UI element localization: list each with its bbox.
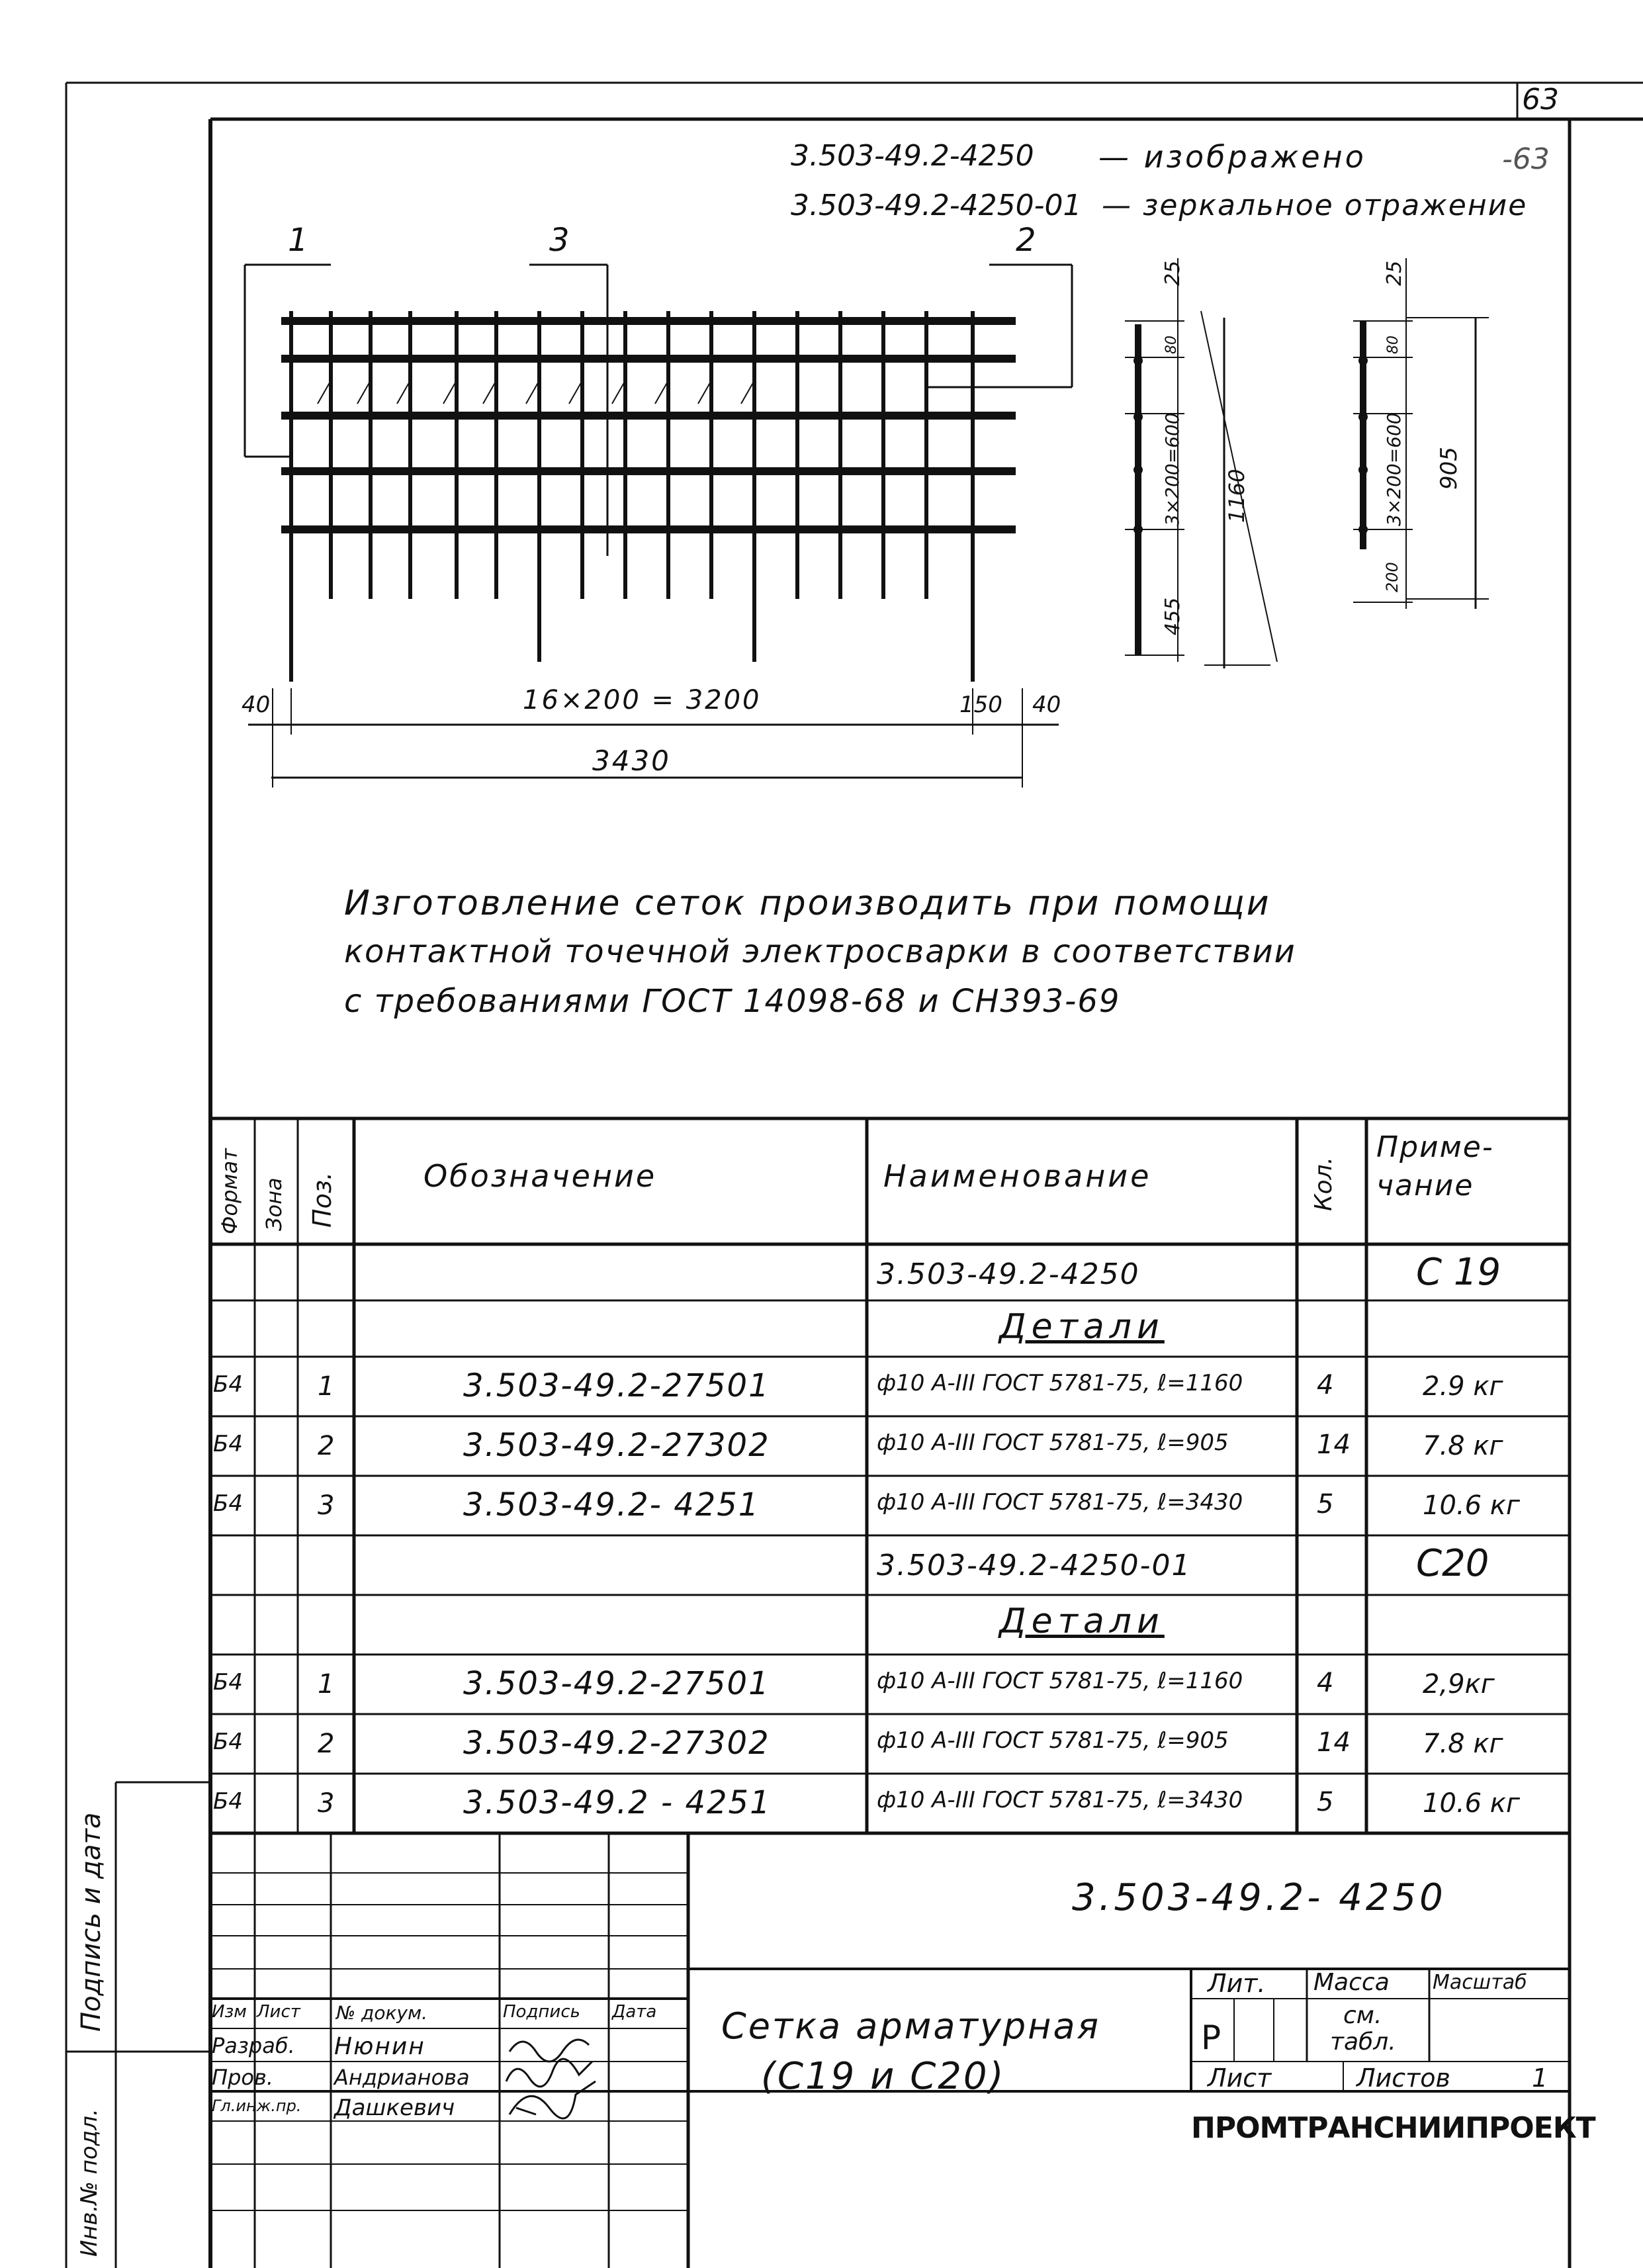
- side1-pitch: 3×200=600: [1161, 412, 1183, 526]
- tb-sheets-label: Листов: [1356, 2064, 1450, 2093]
- title-line-2: (С19 и С20): [761, 2055, 1006, 2098]
- spec-cell-format: Б4: [213, 1669, 243, 1696]
- title-line-1: Сетка арматурная: [721, 2005, 1101, 2047]
- signature-3: [510, 2081, 596, 2118]
- tb-role-3: Гл.инж.пр.: [212, 2097, 302, 2115]
- spec-cell-qty: 4: [1317, 1370, 1334, 1400]
- note-line-2: контактной точечной электросварки в соответствии: [344, 933, 1296, 970]
- doc-code: 3.503-49.2- 4250: [1072, 1876, 1446, 1919]
- spec-cell-note: 2.9 кг: [1423, 1371, 1503, 1402]
- spec-cell-name: ф10 А-III ГОСТ 5781-75, ℓ=905: [877, 1727, 1229, 1754]
- spec-cell-note: С20: [1416, 1542, 1489, 1585]
- spec-cell-pos: 1: [318, 1371, 335, 1402]
- spec-cell-name: 3.503-49.2-4250-01: [877, 1549, 1192, 1582]
- side1-bottom: 455: [1161, 597, 1184, 635]
- callout-3: 3: [549, 222, 570, 259]
- tb-lit-label: Лит.: [1208, 1969, 1266, 1998]
- header-text-2: — зеркальное отражение: [1102, 189, 1528, 222]
- side2-total: 905: [1436, 447, 1462, 490]
- page-corner-number: 63: [1522, 83, 1559, 116]
- spec-cell-note: 7.8 кг: [1423, 1431, 1503, 1461]
- spec-cell-qty: 5: [1317, 1787, 1334, 1817]
- spec-cell-name: ф10 А-III ГОСТ 5781-75, ℓ=1160: [877, 1668, 1243, 1694]
- side2-small: 80: [1385, 336, 1401, 354]
- side2-top: 25: [1383, 260, 1406, 286]
- dim-total: 3430: [592, 745, 671, 777]
- tb-h-ndoc: № докум.: [336, 2002, 428, 2024]
- spec-cell-name: Детали: [999, 1307, 1165, 1347]
- side1-top: 25: [1161, 260, 1184, 286]
- col-header-zone: Зона: [261, 1177, 287, 1231]
- tb-mass-value-2: табл.: [1330, 2028, 1396, 2056]
- spec-cell-pos: 3: [318, 1490, 335, 1521]
- tb-h-izm: Изм: [212, 2002, 247, 2022]
- spec-cell-note: 10.6 кг: [1423, 1490, 1520, 1521]
- dim-left-40: 40: [242, 692, 271, 718]
- side2-pitch: 3×200=600: [1383, 412, 1405, 526]
- tb-h-date: Дата: [612, 2002, 657, 2022]
- tb-role-2: Пров.: [212, 2065, 273, 2090]
- spec-cell-qty: 14: [1317, 1429, 1351, 1460]
- tb-role-1: Разраб.: [212, 2033, 295, 2058]
- spec-cell-designation: 3.503-49.2- 4251: [463, 1486, 760, 1523]
- spec-cell-format: Б4: [213, 1729, 243, 1755]
- dim-main: 16×200 = 3200: [523, 685, 762, 715]
- side-stamp-inv-no: Инв.№ подл.: [76, 2109, 103, 2257]
- dim-right-40: 40: [1032, 692, 1061, 718]
- spec-cell-name: ф10 А-III ГОСТ 5781-75, ℓ=905: [877, 1429, 1229, 1456]
- tb-sheet-label: Лист: [1208, 2064, 1272, 2093]
- col-header-note: Приме-чание: [1376, 1130, 1494, 1202]
- tb-lit-value: Р: [1201, 2019, 1221, 2057]
- spec-cell-format: Б4: [213, 1788, 243, 1815]
- col-header-designation: Обозначение: [423, 1158, 657, 1194]
- tb-name-3: Дашкевич: [334, 2095, 455, 2121]
- tb-scale-label: Масштаб: [1433, 1971, 1527, 1994]
- note-line-3: с требованиями ГОСТ 14098-68 и СН393-69: [344, 983, 1121, 1020]
- spec-cell-qty: 4: [1317, 1668, 1334, 1698]
- signature-2: [506, 2059, 592, 2087]
- spec-cell-designation: 3.503-49.2-27501: [463, 1367, 770, 1404]
- side2-bottom: 200: [1383, 562, 1401, 592]
- header-code-1: 3.503-49.2-4250: [791, 139, 1034, 173]
- spec-cell-name: ф10 А-III ГОСТ 5781-75, ℓ=1160: [877, 1370, 1243, 1396]
- spec-cell-pos: 2: [318, 1729, 335, 1759]
- side1-small: 80: [1163, 336, 1180, 354]
- tb-name-2: Андрианова: [334, 2065, 470, 2090]
- spec-cell-designation: 3.503-49.2-27302: [463, 1427, 770, 1464]
- spec-cell-format: Б4: [213, 1431, 243, 1457]
- tb-organization: ПРОМТРАНСНИИПРОЕКТ: [1191, 2111, 1595, 2145]
- spec-cell-note: С 19: [1416, 1251, 1501, 1294]
- spec-cell-designation: 3.503-49.2-27302: [463, 1725, 770, 1762]
- callout-2: 2: [1016, 222, 1036, 259]
- spec-cell-name: ф10 А-III ГОСТ 5781-75, ℓ=3430: [877, 1787, 1243, 1813]
- spec-cell-name: ф10 А-III ГОСТ 5781-75, ℓ=3430: [877, 1489, 1243, 1516]
- tb-mass-value-1: см.: [1343, 2002, 1382, 2029]
- tb-sheets-value: 1: [1532, 2064, 1548, 2093]
- spec-cell-name: Детали: [999, 1602, 1165, 1641]
- tb-h-sign: Подпись: [503, 2002, 580, 2022]
- side-stamp-sign-date: Подпись и дата: [76, 1812, 107, 2032]
- spec-cell-designation: 3.503-49.2 - 4251: [463, 1784, 772, 1821]
- spec-cell-note: 7.8 кг: [1423, 1729, 1503, 1759]
- spec-cell-pos: 1: [318, 1669, 335, 1700]
- col-header-pos: Поз.: [308, 1171, 337, 1228]
- header-text-1: — изображено: [1098, 139, 1366, 175]
- spec-cell-designation: 3.503-49.2-27501: [463, 1665, 770, 1702]
- callout-1: 1: [288, 222, 308, 259]
- dim-150: 150: [959, 692, 1002, 718]
- col-header-name: Наименование: [883, 1158, 1152, 1194]
- spec-cell-note: 2,9кг: [1423, 1669, 1495, 1700]
- col-header-qty: Кол.: [1310, 1156, 1337, 1211]
- tb-h-list: Лист: [257, 2002, 300, 2022]
- spec-cell-format: Б4: [213, 1490, 243, 1517]
- note-line-1: Изготовление сеток производить при помощи: [344, 884, 1271, 923]
- tb-name-1: Нюнин: [334, 2033, 425, 2060]
- spec-cell-format: Б4: [213, 1371, 243, 1398]
- spec-cell-pos: 3: [318, 1788, 335, 1819]
- col-header-format: Формат: [217, 1148, 242, 1234]
- spec-cell-pos: 2: [318, 1431, 335, 1461]
- page-corner-handwritten: -63: [1502, 142, 1550, 176]
- header-code-2: 3.503-49.2-4250-01: [791, 189, 1082, 222]
- spec-cell-name: 3.503-49.2-4250: [877, 1257, 1140, 1291]
- tb-mass-label: Масса: [1313, 1969, 1390, 1996]
- side1-total: 1160: [1224, 469, 1249, 523]
- spec-cell-note: 10.6 кг: [1423, 1788, 1520, 1819]
- spec-cell-qty: 14: [1317, 1727, 1351, 1758]
- signature-1: [510, 2040, 589, 2062]
- spec-cell-qty: 5: [1317, 1489, 1334, 1520]
